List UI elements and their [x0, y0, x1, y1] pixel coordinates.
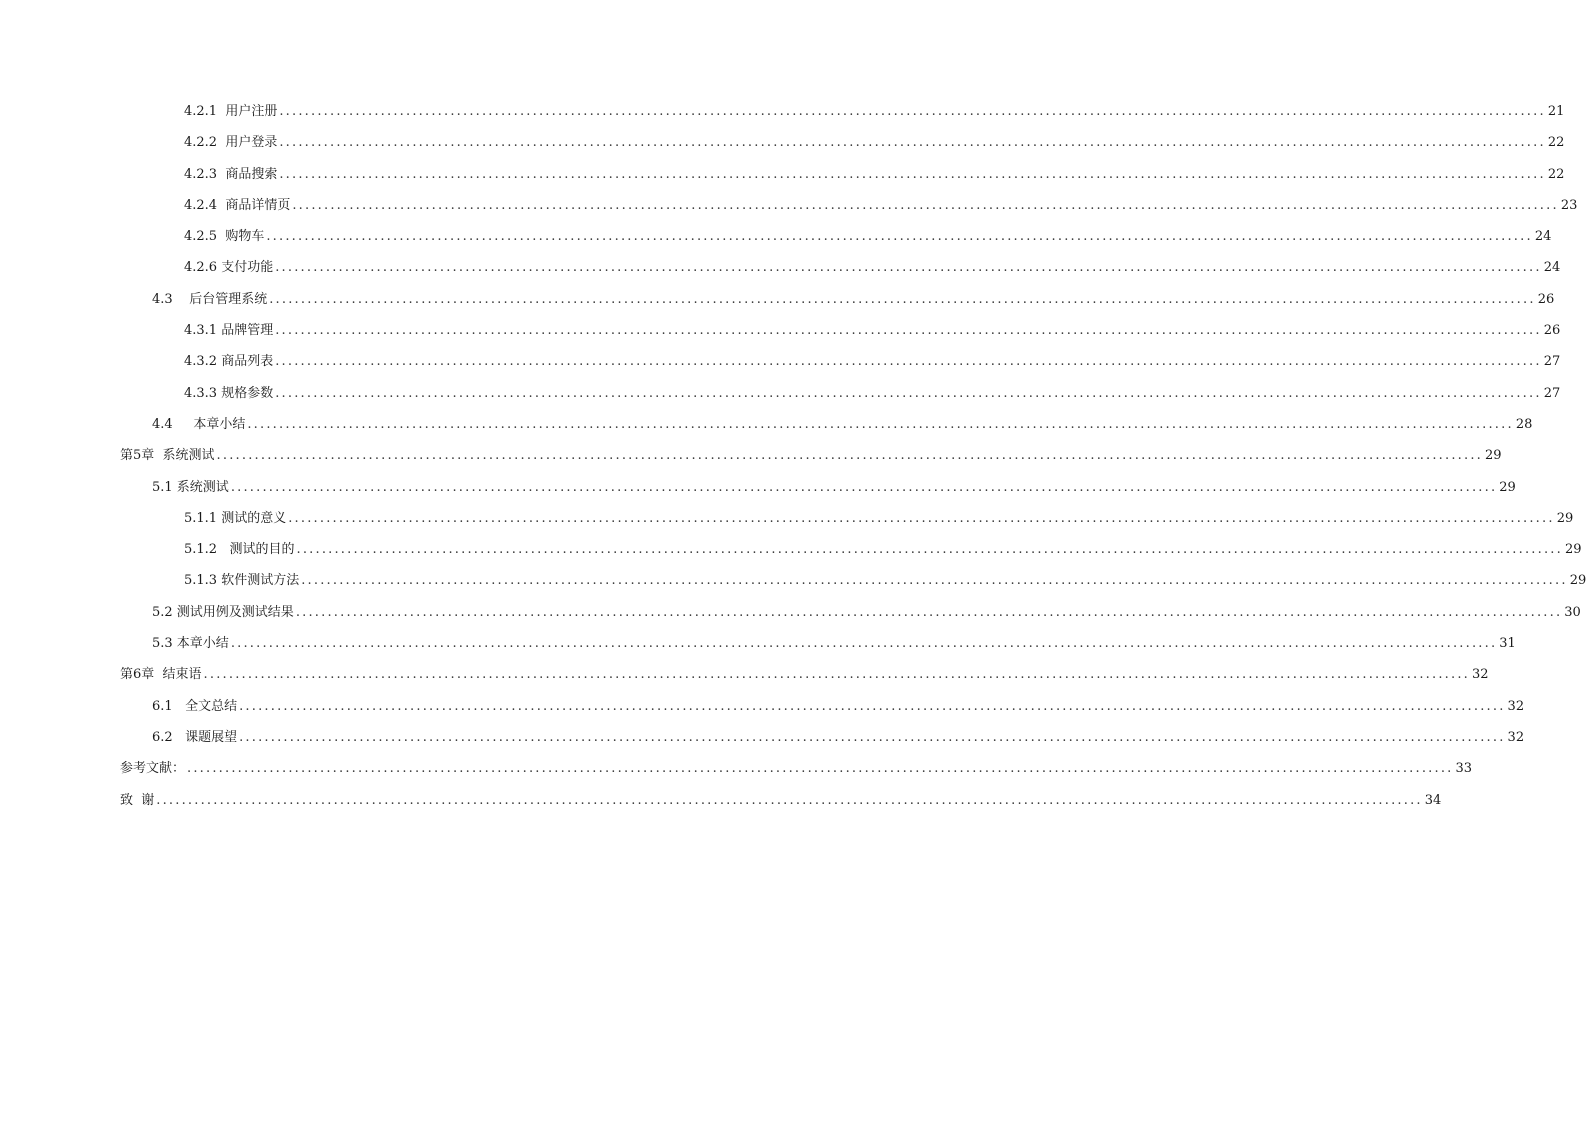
toc-entry	[0, 597, 1581, 628]
toc-entry-title: 4.3.2 商品列表	[184, 354, 274, 370]
dot-leader: ........................................................................................................................................................................................................	[279, 166, 1546, 182]
toc-entry-title: 第5章 系统测试	[120, 448, 215, 464]
dot-leader: ........................................................................................................................................................................................................	[301, 573, 1568, 589]
toc-entry-title: 4.3 后台管理系统	[152, 291, 268, 307]
dot-leader: ........................................................................................................................................................................................................	[247, 416, 1514, 432]
toc-page-number: 29	[1556, 510, 1574, 526]
toc-entry	[0, 691, 1525, 722]
toc-entry-title: 5.1.1 测试的意义	[184, 510, 287, 526]
dot-leader: ........................................................................................................................................................................................................	[279, 135, 1546, 151]
toc-entry-title: 4.4 本章小结	[152, 416, 246, 432]
table-of-contents	[0, 96, 1586, 816]
toc-page-number: 34	[1424, 792, 1442, 808]
toc-entry	[0, 315, 1561, 346]
toc-page-number: 26	[1537, 291, 1555, 307]
toc-entry-title: 6.2 课题展望	[152, 729, 238, 745]
toc-page-number: 32	[1507, 698, 1525, 714]
toc-page-number: 33	[1455, 761, 1473, 777]
toc-entry-title: 5.1 系统测试	[152, 479, 229, 495]
toc-entry	[0, 628, 1516, 659]
toc-entry-title: 5.1.2 测试的目的	[184, 542, 295, 558]
toc-page-number: 29	[1564, 542, 1582, 558]
toc-page-number: 29	[1485, 448, 1502, 464]
toc-entry-title: 5.3 本章小结	[152, 636, 229, 652]
toc-entry-title: 4.3.3 规格参数	[184, 385, 274, 401]
dot-leader: ........................................................................................................................................................................................................	[266, 229, 1533, 245]
toc-entry	[0, 409, 1533, 440]
toc-page-number: 28	[1515, 416, 1533, 432]
toc-entry	[0, 534, 1582, 565]
toc-entry	[0, 753, 1473, 784]
toc-entry	[0, 785, 1442, 816]
dot-leader: ........................................................................................................................................................................................................	[239, 698, 1506, 714]
toc-entry-title: 4.2.1 用户注册	[184, 104, 278, 119]
toc-page-number: 22	[1547, 135, 1565, 151]
toc-entry-title: 6.1 全文总结	[152, 698, 238, 714]
toc-entry-title: 4.2.6 支付功能	[184, 260, 274, 276]
toc-entry-title: 4.2.2 用户登录	[184, 135, 278, 151]
dot-leader: ........................................................................................................................................................................................................	[239, 729, 1506, 745]
toc-page-number: 24	[1543, 260, 1561, 276]
dot-leader: ........................................................................................................................................................................................................	[230, 636, 1498, 652]
toc-page-number: 27	[1543, 354, 1561, 370]
toc-page-number: 26	[1543, 323, 1561, 339]
dot-leader: ........................................................................................................................................................................................................	[275, 385, 1542, 401]
toc-entry	[0, 378, 1561, 409]
toc-page-number: 23	[1560, 197, 1578, 213]
toc-entry-title: 4.2.5 购物车	[184, 229, 265, 245]
toc-entry	[0, 472, 1516, 503]
dot-leader: ........................................................................................................................................................................................................	[275, 323, 1542, 339]
toc-page-number: 29	[1499, 479, 1516, 495]
toc-entry	[0, 221, 1552, 252]
toc-entry	[0, 722, 1525, 753]
toc-entry-title: 致 谢	[120, 792, 155, 808]
toc-entry	[0, 346, 1561, 377]
toc-entry	[0, 284, 1555, 315]
dot-leader: ........................................................................................................................................................................................................	[275, 260, 1542, 276]
toc-entry	[0, 659, 1489, 690]
toc-page-number: 29	[1569, 573, 1586, 589]
toc-entry	[0, 127, 1565, 158]
dot-leader: ........................................................................................................................................................................................................	[279, 104, 1546, 119]
toc-entry	[0, 252, 1561, 283]
toc-entry	[0, 440, 1502, 471]
dot-leader: ........................................................................................................................................................................................................	[269, 291, 1536, 307]
toc-page-number: 21	[1547, 104, 1565, 119]
dot-leader: ........................................................................................................................................................................................................	[275, 354, 1542, 370]
toc-entry	[0, 503, 1574, 534]
toc-entry-title: 4.3.1 品牌管理	[184, 323, 274, 339]
toc-entry-title: 4.2.4 商品详情页	[184, 197, 291, 213]
dot-leader: ........................................................................................................................................................................................................	[156, 792, 1423, 808]
toc-page-number: 27	[1543, 385, 1561, 401]
toc-entry-title: 5.2 测试用例及测试结果	[152, 604, 294, 620]
dot-leader: ........................................................................................................................................................................................................	[296, 542, 1563, 558]
toc-page-number: 32	[1507, 729, 1525, 745]
dot-leader: ........................................................................................................................................................................................................	[187, 761, 1454, 777]
toc-page-number: 32	[1472, 667, 1489, 683]
toc-entry-title: 4.2.3 商品搜索	[184, 166, 278, 182]
toc-entry	[0, 96, 1565, 127]
dot-leader: ........................................................................................................................................................................................................	[292, 197, 1559, 213]
dot-leader: ........................................................................................................................................................................................................	[203, 667, 1471, 683]
dot-leader: ........................................................................................................................................................................................................	[230, 479, 1498, 495]
toc-page-number: 30	[1564, 604, 1581, 620]
toc-entry-title: 参考文献：	[120, 761, 186, 777]
toc-entry-title: 第6章 结束语	[120, 667, 202, 683]
toc-page-number: 31	[1499, 636, 1516, 652]
dot-leader: ........................................................................................................................................................................................................	[288, 510, 1555, 526]
toc-entry	[0, 190, 1578, 221]
toc-page-number: 24	[1534, 229, 1552, 245]
toc-entry	[0, 159, 1565, 190]
toc-entry-title: 5.1.3 软件测试方法	[184, 573, 300, 589]
dot-leader: ........................................................................................................................................................................................................	[295, 604, 1563, 620]
dot-leader: ........................................................................................................................................................................................................	[216, 448, 1484, 464]
toc-page-number: 22	[1547, 166, 1565, 182]
toc-entry	[0, 565, 1586, 596]
